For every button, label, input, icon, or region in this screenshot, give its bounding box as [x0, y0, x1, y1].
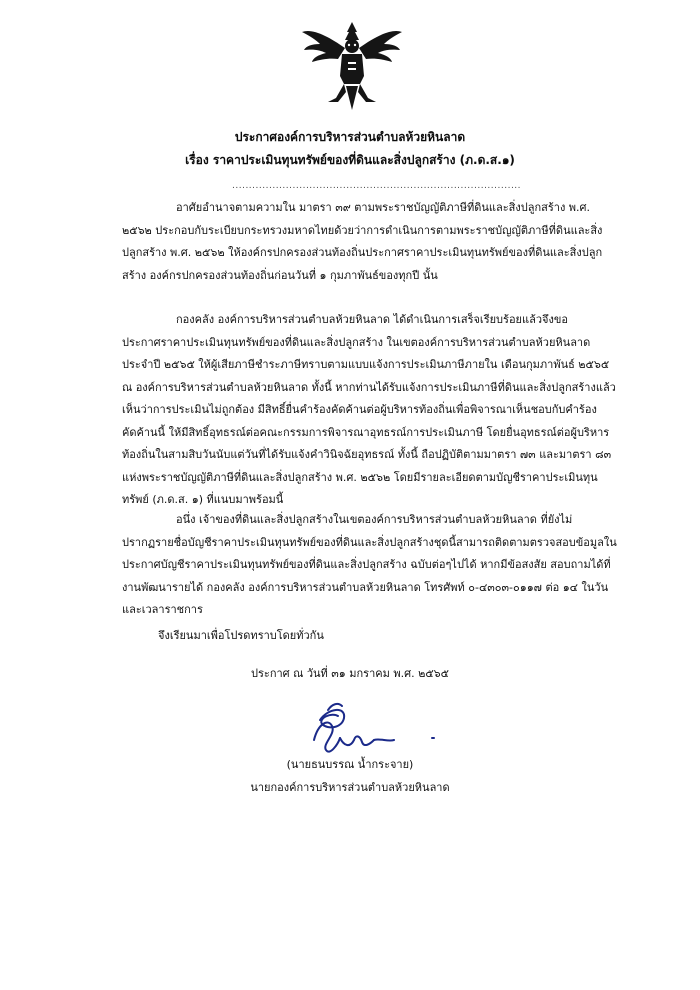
paragraph-line: ประจำปี ๒๕๖๕ ให้ผู้เสียภาษีชำระภาษีทราบตามแบบแจ้งการประเมินภาษีภายใน เดือนกุมภาพันธ์ ๒๕๖๕	[122, 358, 610, 371]
paragraph-notice	[122, 509, 617, 622]
closing-statement: จึงเรียนมาเพื่อโปรดทราบโดยทั่วกัน	[158, 629, 324, 642]
signer-position: นายกองค์การบริหารส่วนตำบลห้วยหินลาด	[250, 781, 450, 794]
announcement-date: ประกาศ ณ วันที่ ๓๑ มกราคม พ.ศ. ๒๕๖๕	[251, 667, 449, 680]
paragraph-line: ปรากฏรายชื่อบัญชีราคาประเมินทุนทรัพย์ของที่ดินและสิ่งปลูกสร้างชุดนี้สามารถติดตามตรวจสอบข้อมูลใน	[122, 535, 617, 549]
paragraph-line: แห่งพระราชบัญญัติภาษีที่ดินและสิ่งปลูกสร้าง พ.ศ. ๒๕๖๒ โดยมีรายละเอียดตามบัญชีราคาประเมินทุน	[122, 470, 598, 484]
paragraph-line: ปลูกสร้าง พ.ศ. ๒๕๖๒ ให้องค์กรปกครองส่วนท้องถิ่นประกาศราคาประเมินทุนทรัพย์ของที่ดินและสิ่งปลูก	[122, 246, 603, 259]
garuda-emblem-icon	[298, 18, 406, 114]
paragraph-line: ทรัพย์ (ภ.ด.ส. ๑) ที่แนบมาพร้อมนี้	[122, 493, 284, 506]
paragraph-line: ๒๕๖๒ ประกอบกับระเบียบกระทรวงมหาดไทยด้วยว่าการดำเนินการตามพระราชบัญญัติภาษีที่ดินและสิ่ง	[122, 223, 603, 237]
paragraph-line: งานพัฒนารายได้ กองคลัง องค์การบริหารส่วนตำบลห้วยหินลาด โทรศัพท์ ๐-๔๓๐๓-๐๑๑๗ ต่อ ๑๔ ในวัน	[122, 580, 609, 594]
paragraph-line: คัดค้านนี้ ให้มีสิทธิ์อุทธรณ์ต่อคณะกรรมการพิจารณาอุทธรณ์การประเมินภาษี โดยยื่นอุทธรณ์ต่อผู้บริหาร	[122, 425, 610, 439]
paragraph-line: ประกาศราคาประเมินทุนทรัพย์ของที่ดินและสิ่งปลูกสร้าง ในเขตองค์การบริหารส่วนตำบลห้วยหินลาด	[122, 335, 591, 349]
paragraph-line: อนึ่ง เจ้าของที่ดินและสิ่งปลูกสร้างในเขตองค์การบริหารส่วนตำบลห้วยหินลาด ที่ยังไม่	[176, 513, 573, 526]
signer-name: (นายธนบรรณ น้ำกระจาย)	[286, 758, 414, 771]
paragraph-line: ณ องค์การบริหารส่วนตำบลห้วยหินลาด ทั้งนี้ หากท่านได้รับแจ้งการประเมินภาษีที่ดินและสิ่งปลูกสร้างแล้ว	[122, 380, 616, 394]
paragraph-line: อาศัยอำนาจตามความใน มาตรา ๓๙ ตามพระราชบัญญัติภาษีที่ดินและสิ่งปลูกสร้าง พ.ศ.	[176, 201, 591, 214]
paragraph-line: เห็นว่าการประเมินไม่ถูกต้อง มีสิทธิ์ยื่นคำร้องคัดค้านต่อผู้บริหารท้องถิ่นเพื่อพิจารณาเห็นชอบกับคำร้อง	[122, 403, 597, 416]
announcement-subject: เรื่อง ราคาประเมินทุนทรัพย์ของที่ดินและสิ่งปลูกสร้าง (ภ.ด.ส.๑)	[185, 153, 515, 167]
paragraph-line: สร้าง องค์กรปกครองส่วนท้องถิ่นก่อนวันที่ ๑ กุมภาพันธ์ของทุกปี นั้น	[122, 268, 438, 282]
paragraph-line: ประกาศบัญชีราคาประเมินทุนทรัพย์ของที่ดินและสิ่งปลูกสร้าง ฉบับต่อๆไปได้ หากมีข้อสงสัย สอบถามได้ที่	[122, 558, 611, 571]
paragraph-line: กองคลัง องค์การบริหารส่วนตำบลห้วยหินลาด ได้ดำเนินการเสร็จเรียบร้อยแล้วจึงขอ	[176, 313, 568, 326]
paragraph-authority	[122, 197, 602, 287]
title-separator: ......................................................................................	[232, 181, 522, 191]
paragraph-announcement	[122, 309, 616, 512]
announcement-title: ประกาศองค์การบริหารส่วนตำบลห้วยหินลาด	[234, 130, 466, 144]
paragraph-line: และเวลาราชการ	[122, 603, 203, 616]
paragraph-line: ท้องถิ่นในสามสิบวันนับแต่วันที่ได้รับแจ้งคำวินิจฉัยอุทธรณ์ ทั้งนี้ ถือปฏิบัติตามมาตรา ๗๓ และมาตรา ๘๓	[122, 448, 612, 461]
